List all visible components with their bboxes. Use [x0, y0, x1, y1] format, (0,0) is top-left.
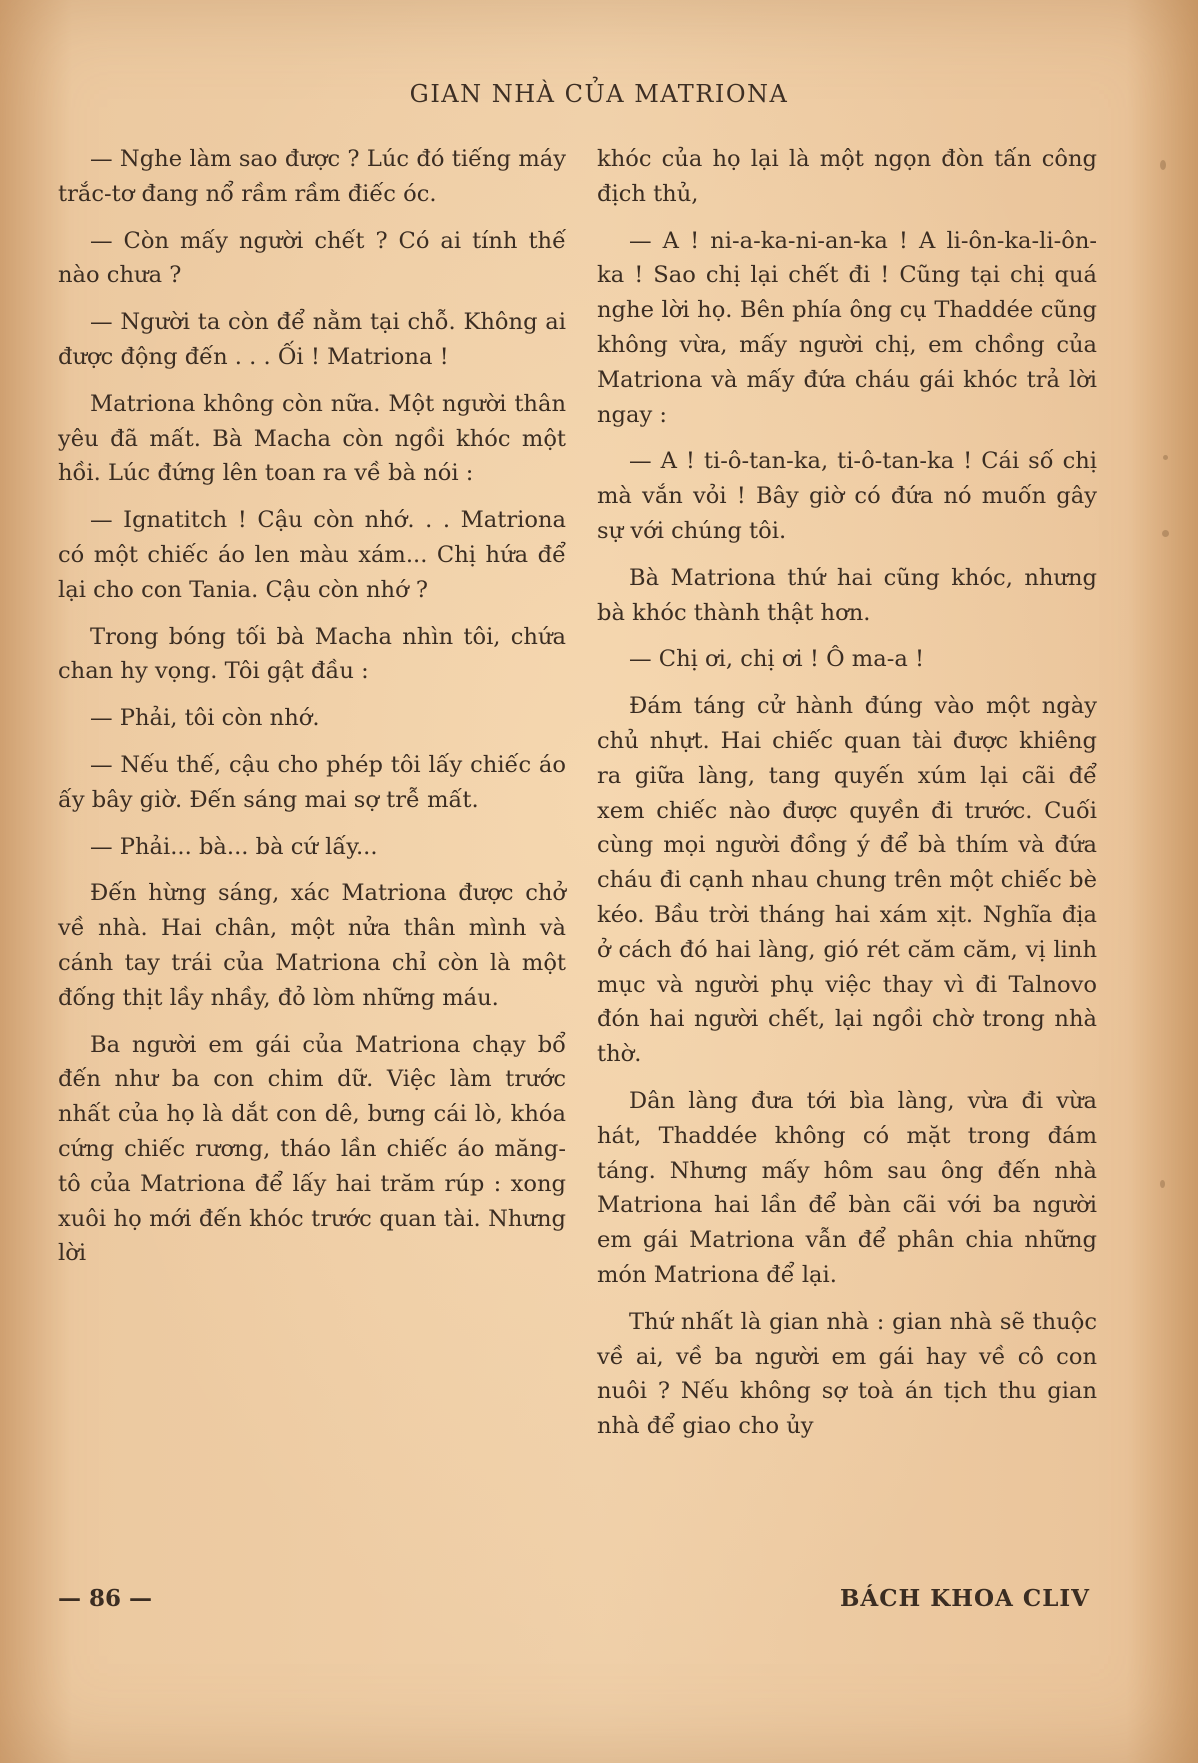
paragraph-continued: khóc của họ lại là một ngọn đòn tấn công địch thủ, [597, 146, 1097, 207]
paper-speck [1160, 160, 1166, 170]
paragraph: Matriona không còn nữa. Một người thân yêu đã mất. Bà Macha còn ngồi khóc một hồi. Lúc đứng lên toan ra về bà nói : [58, 390, 566, 487]
paragraph: Trong bóng tối bà Macha nhìn tôi, chứa chan hy vọng. Tôi gật đầu : [58, 623, 566, 685]
paragraph: Bà Matriona thứ hai cũng khóc, nhưng bà khóc thành thật hơn. [597, 564, 1097, 626]
paragraph: — A ! ni-a-ka-ni-an-ka ! A li-ôn-ka-li-ôn-ka ! Sao chị lại chết đi ! Cũng tại chị quá nghe lời họ. Bên phía ông cụ Thaddée cũng không vừa, mấy người chị, em chồng của Matriona và mấy đứa cháu gái khóc trả lời ngay : [597, 227, 1097, 428]
page-number: — 86 — [58, 1585, 153, 1612]
paragraph: Đám táng cử hành đúng vào một ngày chủ nhựt. Hai chiếc quan tài được khiêng ra giữa làng, tang quyến xúm lại cãi để xem chiếc nào được quyền đi trước. Cuối cùng mọi người đồng ý để bà thím và đứa cháu đi cạnh nhau chung trên một chiếc bè kéo. Bầu trời tháng hai xám xịt. Nghĩa địa ở cách đó hai làng, gió rét căm căm, vị linh mục và người phụ việc thay vì đi Talnovo đón hai người chết, lại ngồi chờ trong nhà thờ. [597, 693, 1097, 1068]
paragraph: — Ignatitch ! Cậu còn nhớ. . . Matriona có một chiếc áo len màu xám... Chị hứa để lại cho con Tania. Cậu còn nhớ ? [58, 507, 566, 603]
paper-speck [1163, 455, 1168, 460]
paragraph: Thứ nhất là gian nhà : gian nhà sẽ thuộc về ai, về ba người em gái hay về cô con nuôi ? Nếu không sợ toà án tịch thu gian nhà để giao cho ủy [597, 1308, 1097, 1440]
paragraph: — A ! ti-ô-tan-ka, ti-ô-tan-ka ! Cái số chị mà vắn vỏi ! Bây giờ có đứa nó muốn gây sự với chúng tôi. [597, 448, 1097, 544]
paragraph: — Phải, tôi còn nhớ. [90, 705, 320, 732]
paragraph: — Người ta còn để nằm tại chỗ. Không ai được động đến . . . Ối ! Matriona ! [58, 309, 566, 370]
paragraph: — Còn mấy người chết ? Có ai tính thế nào chưa ? [58, 227, 566, 289]
paper-speck [1162, 530, 1169, 537]
paragraph: Ba người em gái của Matriona chạy bổ đến như ba con chim dữ. Việc làm trước nhất của họ là dắt con dê, bưng cái lò, khóa cứng chiếc rương, tháo lần chiếc áo măng-tô của Matriona để lấy hai trăm rúp : xong xuôi họ mới đến khóc trước quan tài. Nhưng lời [58, 1031, 566, 1267]
paper-speck [1160, 1180, 1165, 1188]
paragraph: Dân làng đưa tới bìa làng, vừa đi vừa hát, Thaddée không có mặt trong đám táng. Nhưng mấy hôm sau ông đến nhà Matriona hai lần để bàn cãi với ba người em gái Matriona vẫn để phân chia những món Matriona để lại. [597, 1087, 1097, 1288]
paragraph: — Phải... bà... bà cứ lấy... [90, 833, 378, 860]
journal-name: BÁCH KHOA CLIV [839, 1585, 1090, 1612]
running-title: GIAN NHÀ CỦA MATRIONA [409, 80, 789, 108]
paragraph: — Chị ơi, chị ơi ! Ô ma-a ! [629, 646, 925, 673]
right-column [597, 142, 1097, 1456]
paragraph: — Nghe làm sao được ? Lúc đó tiếng máy trắc-tơ đang nổ rầm rầm điếc óc. [58, 146, 566, 207]
left-column [58, 142, 566, 1283]
paragraph: — Nếu thế, cậu cho phép tôi lấy chiếc áo ấy bây giờ. Đến sáng mai sợ trễ mất. [58, 751, 566, 813]
paragraph: Đến hừng sáng, xác Matriona được chở về nhà. Hai chân, một nửa thân mình và cánh tay trái của Matriona chỉ còn là một đống thịt lầy nhầy, đỏ lòm những máu. [58, 880, 566, 1011]
